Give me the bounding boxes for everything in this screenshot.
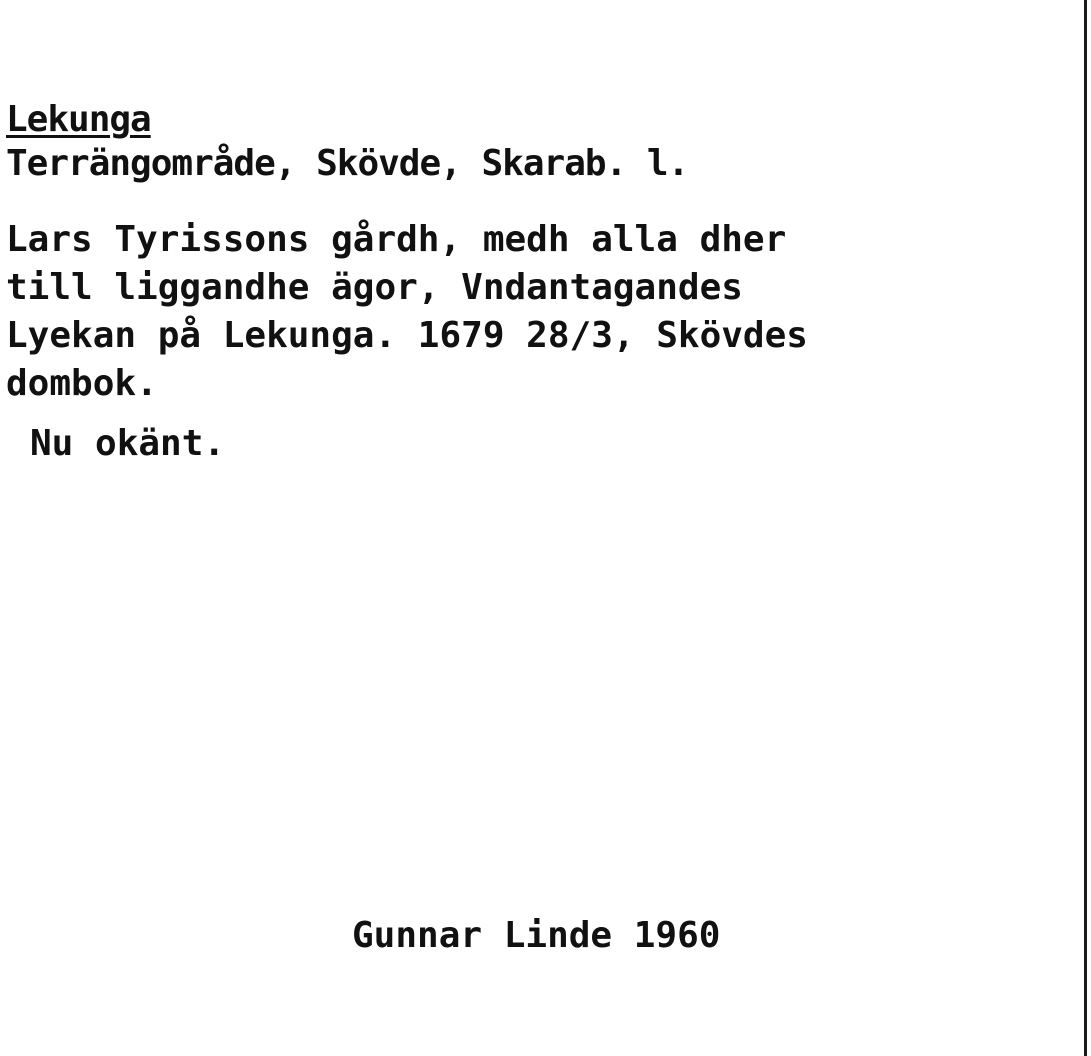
card-edge-line	[1084, 0, 1087, 1056]
source-quote	[6, 216, 808, 408]
author-signature: Gunnar Linde 1960	[352, 915, 721, 956]
quote-line: Lars Tyrissons gårdh, medh alla dher	[6, 219, 787, 260]
quote-line: till liggandhe ägor, Vndantagandes	[6, 267, 743, 308]
status-note: Nu okänt.	[30, 423, 226, 464]
place-name-heading: Lekunga	[6, 99, 151, 140]
quote-line: dombok.	[6, 363, 158, 404]
quote-line: Lyekan på Lekunga. 1679 28/3, Skövdes	[6, 315, 808, 356]
place-description: Terrängområde, Skövde, Skarab. l.	[6, 143, 689, 184]
